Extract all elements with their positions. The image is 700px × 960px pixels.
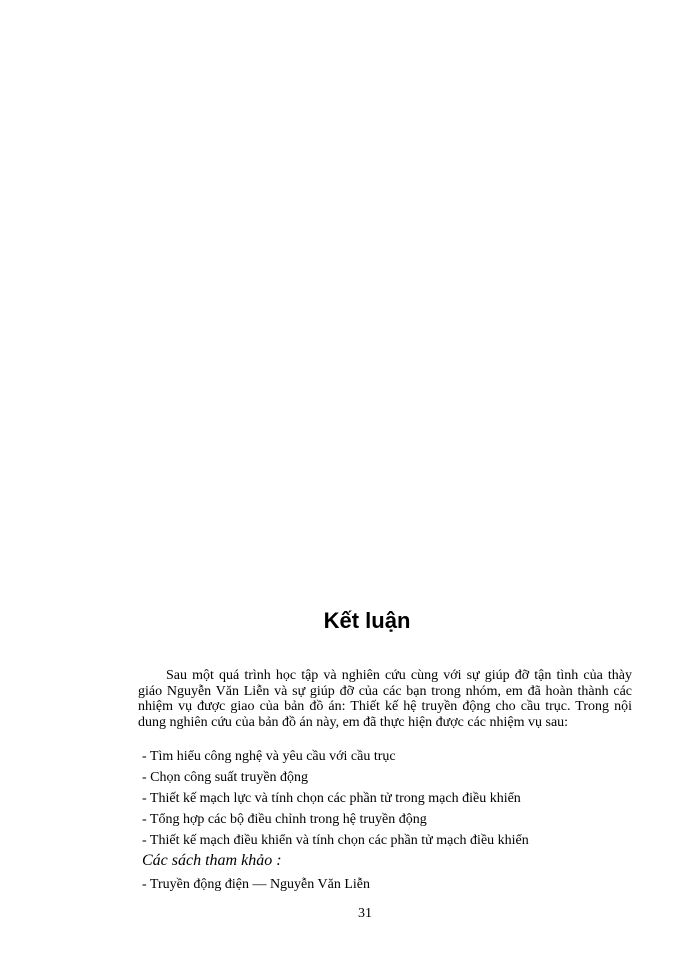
task-list — [142, 746, 642, 851]
section-heading: Kết luận — [323, 608, 411, 633]
task-item: - Tổng hợp các bộ điều chỉnh trong hệ truyền động — [142, 812, 427, 827]
task-item: - Thiết kế mạch điều khiển và tính chọn các phần tử mạch điều khiển — [142, 833, 529, 848]
reference-item: - Truyền động điện — Nguyễn Văn Liễn — [142, 877, 370, 892]
page-number: 31 — [358, 906, 372, 921]
references-heading: Các sách tham khảo : — [142, 852, 282, 869]
conclusion-paragraph: Sau một quá trình học tập và nghiên cứu cùng với sự giúp đỡ tận tình của thày giáo Nguyễn Văn Liễn và sự giúp đỡ của các bạn trong nhóm, em đã hoàn thành các nhiệm vụ được giao của bản đồ án: Thiết kế hệ truyền động cho cầu trục. Trong nội dung nghiên cứu của bản đồ án này, em đã thực hiện được các nhiệm vụ sau: — [138, 668, 632, 730]
task-item: - Tìm hiểu công nghệ và yêu cầu với cầu trục — [142, 749, 396, 764]
references-list — [142, 876, 370, 894]
task-item: - Thiết kế mạch lực và tính chọn các phần tử trong mạch điều khiển — [142, 791, 521, 806]
task-item: - Chọn công suất truyền động — [142, 770, 309, 785]
